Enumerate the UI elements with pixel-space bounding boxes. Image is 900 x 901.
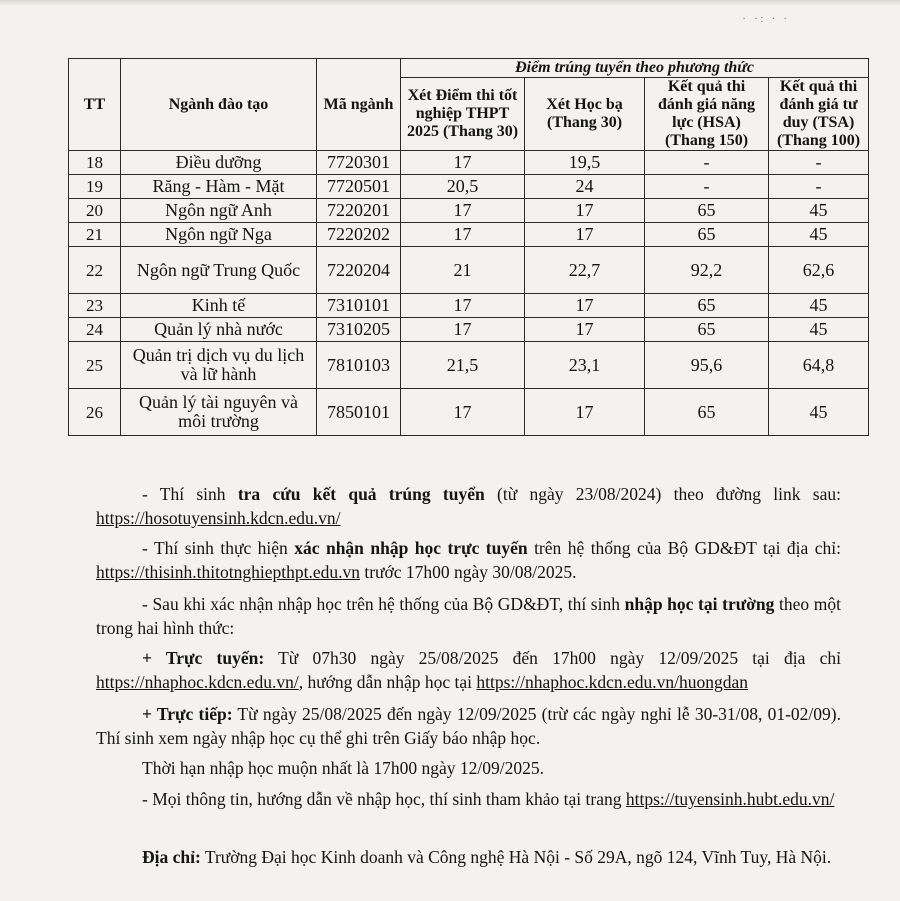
header-thpt: Xét Điểm thi tốt nghiệp THPT 2025 (Thang 30) xyxy=(401,78,525,151)
cell-tsa: 45 xyxy=(769,294,869,318)
bold-text: xác nhận nhập học trực tuyến xyxy=(294,538,528,558)
cell-code: 7220202 xyxy=(317,223,401,247)
text: theo một trong hai hình thức: xyxy=(96,594,841,638)
enrollment-portal-link[interactable]: https://nhaphoc.kdcn.edu.vn/ xyxy=(96,672,299,692)
text: Thời hạn nhập học muộn nhất là 17h00 ngày 12/09/2025. xyxy=(142,758,544,778)
bold-text: nhập học tại trường xyxy=(624,594,775,614)
paragraph-enrollment-methods xyxy=(96,592,841,640)
table-row xyxy=(69,223,869,247)
cell-code: 7720301 xyxy=(317,151,401,175)
cell-stt: 23 xyxy=(69,294,121,318)
text: , hướng dẫn nhập học tại xyxy=(298,672,477,692)
cell-thpt: 17 xyxy=(401,151,525,175)
text: - Mọi thông tin, hướng dẫn về nhập học, thí sinh tham khảo tại trang xyxy=(142,789,626,809)
cell-major: Quản lý tài nguyên và môi trường xyxy=(121,389,317,436)
cell-code: 7850101 xyxy=(317,389,401,436)
table-row xyxy=(69,247,869,294)
cell-stt: 22 xyxy=(69,247,121,294)
text: Từ 07h30 ngày 25/08/2025 đến 17h00 ngày 12/09/2025 tại địa chỉ xyxy=(264,648,841,668)
admission-score-table xyxy=(68,58,869,436)
header-method-group: Điểm trúng tuyển theo phương thức xyxy=(401,59,869,78)
cell-code: 7310101 xyxy=(317,294,401,318)
text: trên hệ thống của Bộ GD&ĐT tại địa chỉ: xyxy=(527,538,841,558)
cell-hsa: 65 xyxy=(645,223,769,247)
table-row xyxy=(69,318,869,342)
bold-text: tra cứu kết quả trúng tuyển xyxy=(237,484,485,504)
cell-stt: 19 xyxy=(69,175,121,199)
cell-thpt: 21,5 xyxy=(401,342,525,389)
cell-stt: 18 xyxy=(69,151,121,175)
header-hsa: Kết quả thi đánh giá năng lực (HSA) (Thang 150) xyxy=(645,78,769,151)
cell-hsa: 65 xyxy=(645,294,769,318)
paragraph-more-info xyxy=(96,787,841,811)
cell-hocba: 17 xyxy=(525,389,645,436)
cell-thpt: 17 xyxy=(401,199,525,223)
cell-tsa: 62,6 xyxy=(769,247,869,294)
cell-thpt: 17 xyxy=(401,294,525,318)
paragraph-direct-enrollment xyxy=(96,702,841,750)
cell-tsa: 45 xyxy=(769,318,869,342)
table-row xyxy=(69,342,869,389)
cell-hsa: 92,2 xyxy=(645,247,769,294)
cell-thpt: 17 xyxy=(401,223,525,247)
paragraph-result-lookup xyxy=(96,482,841,530)
cell-code: 7810103 xyxy=(317,342,401,389)
cell-tsa: - xyxy=(769,151,869,175)
paragraph-deadline xyxy=(96,756,841,780)
cell-major: Răng - Hàm - Mặt xyxy=(121,175,317,199)
table-row xyxy=(69,199,869,223)
header-stt: TT xyxy=(69,59,121,151)
cell-major: Ngôn ngữ Anh xyxy=(121,199,317,223)
text: - Thí sinh xyxy=(142,484,238,504)
cell-major: Quản lý nhà nước xyxy=(121,318,317,342)
paragraph-address xyxy=(96,845,841,869)
cell-hocba: 23,1 xyxy=(525,342,645,389)
cell-major: Quản trị dịch vụ du lịch và lữ hành xyxy=(121,342,317,389)
cell-thpt: 21 xyxy=(401,247,525,294)
table-row xyxy=(69,294,869,318)
cell-hocba: 17 xyxy=(525,199,645,223)
cell-hocba: 17 xyxy=(525,318,645,342)
bold-text: + Trực tiếp: xyxy=(142,704,233,724)
header-code: Mã ngành xyxy=(317,59,401,151)
text: (từ ngày 23/08/2024) theo đường link sau: xyxy=(484,484,841,504)
cell-stt: 25 xyxy=(69,342,121,389)
header-major: Ngành đào tạo xyxy=(121,59,317,151)
cell-code: 7720501 xyxy=(317,175,401,199)
paragraph-online-confirmation xyxy=(96,536,841,584)
cell-thpt: 20,5 xyxy=(401,175,525,199)
ministry-system-link[interactable]: https://thisinh.thitotnghiepthpt.edu.vn xyxy=(96,562,360,582)
cell-major: Ngôn ngữ Nga xyxy=(121,223,317,247)
cell-stt: 26 xyxy=(69,389,121,436)
cell-hocba: 17 xyxy=(525,294,645,318)
text: Trường Đại học Kinh doanh và Công nghệ Hà Nội - Số 29A, ngõ 124, Vĩnh Tuy, Hà Nội. xyxy=(200,847,832,867)
cell-hsa: 65 xyxy=(645,389,769,436)
cell-thpt: 17 xyxy=(401,389,525,436)
scan-specks: · ·: · · xyxy=(742,14,790,25)
cell-hsa: 95,6 xyxy=(645,342,769,389)
cell-hsa: 65 xyxy=(645,318,769,342)
text: - Thí sinh thực hiện xyxy=(142,538,295,558)
cell-major: Kinh tế xyxy=(121,294,317,318)
table-row xyxy=(69,389,869,436)
cell-hsa: - xyxy=(645,151,769,175)
cell-hsa: 65 xyxy=(645,199,769,223)
admissions-site-link[interactable]: https://tuyensinh.hubt.edu.vn/ xyxy=(625,789,835,809)
cell-code: 7220201 xyxy=(317,199,401,223)
scan-shadow xyxy=(0,0,900,6)
cell-code: 7310205 xyxy=(317,318,401,342)
header-hocba: Xét Học bạ (Thang 30) xyxy=(525,78,645,151)
cell-stt: 20 xyxy=(69,199,121,223)
header-tsa: Kết quả thi đánh giá tư duy (TSA) (Thang 100) xyxy=(769,78,869,151)
cell-stt: 21 xyxy=(69,223,121,247)
paragraph-online-enrollment xyxy=(96,646,841,694)
cell-code: 7220204 xyxy=(317,247,401,294)
result-lookup-link[interactable]: https://hosotuyensinh.kdcn.edu.vn/ xyxy=(96,508,341,528)
table-row xyxy=(69,175,869,199)
cell-hocba: 19,5 xyxy=(525,151,645,175)
table-row xyxy=(69,151,869,175)
cell-tsa: 64,8 xyxy=(769,342,869,389)
enrollment-guide-link[interactable]: https://nhaphoc.kdcn.edu.vn/huongdan xyxy=(476,672,749,692)
cell-major: Ngôn ngữ Trung Quốc xyxy=(121,247,317,294)
cell-tsa: 45 xyxy=(769,223,869,247)
bold-text: Địa chỉ: xyxy=(142,847,201,867)
cell-tsa: - xyxy=(769,175,869,199)
cell-major: Điều dưỡng xyxy=(121,151,317,175)
bold-text: + Trực tuyến: xyxy=(142,648,265,668)
text: trước 17h00 ngày 30/08/2025. xyxy=(359,562,577,582)
cell-tsa: 45 xyxy=(769,199,869,223)
cell-tsa: 45 xyxy=(769,389,869,436)
cell-stt: 24 xyxy=(69,318,121,342)
text: Từ ngày 25/08/2025 đến ngày 12/09/2025 (trừ các ngày nghỉ lễ 30-31/08, 01-02/09). Thí sinh xem ngày nhập học cụ thể ghi trên Giấy báo nhập học. xyxy=(96,704,841,748)
cell-hocba: 17 xyxy=(525,223,645,247)
cell-thpt: 17 xyxy=(401,318,525,342)
text: - Sau khi xác nhận nhập học trên hệ thống của Bộ GD&ĐT, thí sinh xyxy=(142,594,625,614)
cell-hocba: 24 xyxy=(525,175,645,199)
cell-hsa: - xyxy=(645,175,769,199)
cell-hocba: 22,7 xyxy=(525,247,645,294)
